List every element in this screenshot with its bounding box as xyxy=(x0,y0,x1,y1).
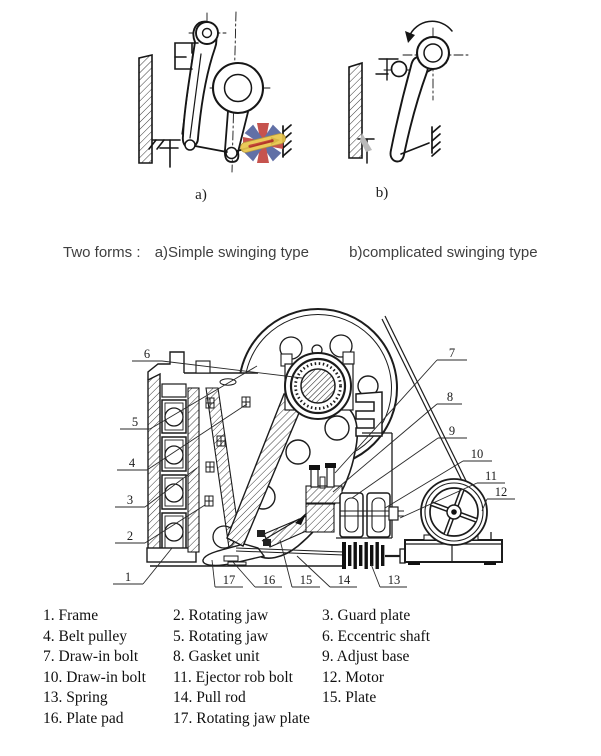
parts-list-item: 9. Adjust base xyxy=(322,648,410,665)
figure-complicated-swinging-type xyxy=(349,21,470,163)
caption-prefix: Two forms : xyxy=(63,244,141,261)
motor xyxy=(405,479,502,565)
callout-11: 11 xyxy=(484,469,498,483)
callout-1: 1 xyxy=(124,570,132,584)
parts-list-item: 13. Spring xyxy=(43,689,108,706)
watermark-logo xyxy=(239,123,286,163)
parts-list-item: 8. Gasket unit xyxy=(173,648,260,665)
eccentric-shaft-bearing xyxy=(281,352,354,419)
parts-list-item: 15. Plate xyxy=(322,689,377,706)
callout-3: 3 xyxy=(126,493,134,507)
callout-8: 8 xyxy=(446,390,454,404)
callout-5: 5 xyxy=(131,415,139,429)
callout-10: 10 xyxy=(470,447,484,461)
labyrinth-bracket xyxy=(356,392,382,436)
callout-17: 17 xyxy=(222,573,236,587)
callout-14: 14 xyxy=(337,573,351,587)
callout-4: 4 xyxy=(128,456,136,470)
callout-6: 6 xyxy=(143,347,151,361)
figure-caption xyxy=(63,244,543,261)
parts-list-item: 2. Rotating jaw xyxy=(173,607,269,624)
callout-12: 12 xyxy=(494,485,508,499)
parts-list-item: 1. Frame xyxy=(43,607,99,624)
parts-list xyxy=(43,606,532,729)
callout-13: 13 xyxy=(387,573,401,587)
callout-2: 2 xyxy=(126,529,134,543)
callout-16: 16 xyxy=(262,573,276,587)
callout-15: 15 xyxy=(299,573,313,587)
parts-list-item: 17. Rotating jaw plate xyxy=(173,709,310,727)
figure-b-label: b) xyxy=(375,185,389,201)
guard-plate xyxy=(188,388,199,552)
parts-list-item: 5. Rotating jaw xyxy=(173,627,269,645)
parts-list-item: 3. Guard plate xyxy=(322,607,411,624)
parts-list-item: 11. Ejector rob bolt xyxy=(173,668,293,686)
caption-item-a: a)Simple swinging type xyxy=(154,244,309,261)
motor-pulley xyxy=(421,479,487,545)
callout-9: 9 xyxy=(448,424,456,438)
parts-list-item: 12. Motor xyxy=(322,668,384,686)
callout-7: 7 xyxy=(448,346,456,360)
parts-list-item: 6. Eccentric shaft xyxy=(322,627,431,645)
spring xyxy=(342,542,405,569)
parts-list-item: 16. Plate pad xyxy=(43,709,124,727)
parts-list-item: 4. Belt pulley xyxy=(43,627,127,645)
caption-item-b: b)complicated swinging type xyxy=(349,244,538,261)
gasket-unit xyxy=(340,493,363,537)
parts-list-item: 7. Draw-in bolt xyxy=(43,648,139,665)
figure-a-label: a) xyxy=(195,187,207,203)
parts-list-item: 10. Draw-in bolt xyxy=(43,668,146,686)
parts-list-item: 14. Pull rod xyxy=(173,689,246,706)
